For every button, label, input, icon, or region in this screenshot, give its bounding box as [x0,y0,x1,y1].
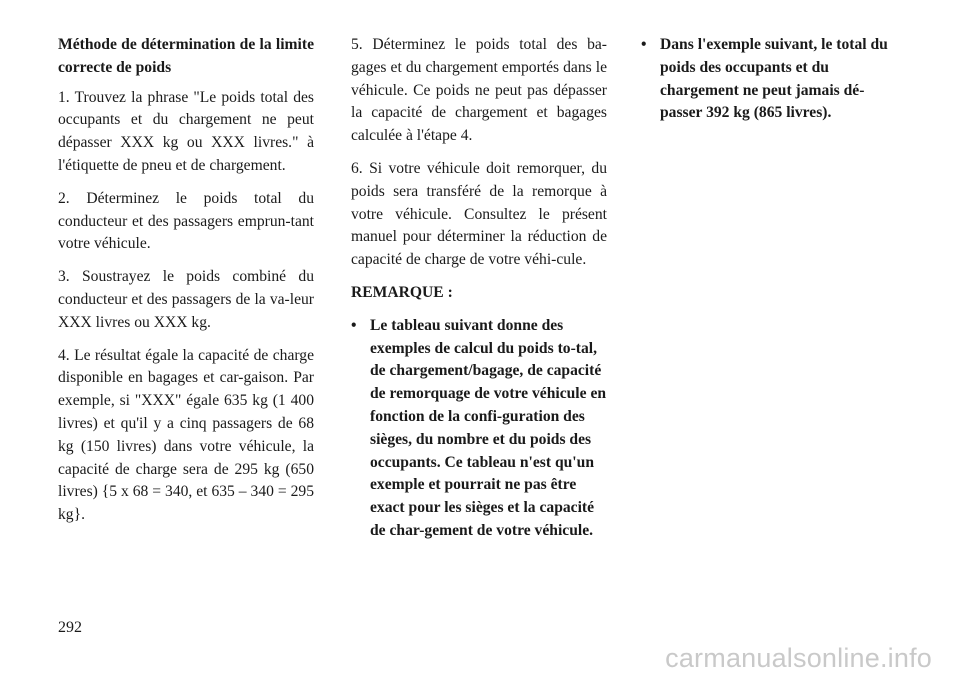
section-heading: Méthode de détermination de la limite correcte de poids [58,36,314,76]
step-3: 3. Soustrayez le poids combiné du conducteur et des passagers de la va-leur XXX livres ou XXX kg. [58,268,314,331]
example-bullet-text: Dans l'exemple suivant, le total du poids des occupants et du chargement ne peut jamais dé-passer 392 kg (865 livres). [660,36,888,122]
bullet-icon: • [641,36,647,53]
left-column [58,34,314,537]
right-column [641,34,897,125]
note-label: REMARQUE : [351,283,453,301]
note-bullet-text: Le tableau suivant donne des exemples de calcul du poids to-tal, de chargement/bagage, de capacité de remorquage de votre véhicule en fonction de la confi-guration des sièges, du nombre et du poids des occupants. Ce tableau n'est qu'un exemple et pourrait ne pas être exact pour les sièges et la capacité de char-gement de votre véhicule. [370,316,607,539]
page-number: 292 [58,619,82,636]
step-2: 2. Déterminez le poids total du conducteur et des passagers emprun-tant votre véhicule. [58,189,314,253]
step-5: 5. Déterminez le poids total des ba-gages et du chargement emportés dans le véhicule. Ce poids ne peut pas dépasser la capacité de chargement et bagages calculée à l'étape 4. [351,36,607,145]
bullet-icon: • [351,316,357,334]
example-bullet [641,34,897,125]
step-6: 6. Si votre véhicule doit remorquer, du poids sera transféré de la remorque à votre véhicule. Consultez le présent manuel pour déterminer la réduction de capacité de charge de votre véhi-cule. [351,159,607,269]
note-bullet [351,315,607,543]
watermark: carmanualsonline.info [665,643,932,673]
middle-column [351,34,607,543]
step-4: 4. Le résultat égale la capacité de charge disponible en bagages et car-gaison. Par exemple, si "XXX" égale 635 kg (1 400 livres) et qu'il y a cinq passagers de 68 kg (150 livres) dans votre véhicule, la capacité de charge sera de 295 kg (650 livres) {5 x 68 = 340, et 635 – 340 = 295 kg}. [58,346,314,524]
step-1: 1. Trouvez la phrase "Le poids total des occupants et du chargement ne peut dépasser XXX kg ou XXX livres." à l'étiquette de pneu et de chargement. [58,88,314,174]
